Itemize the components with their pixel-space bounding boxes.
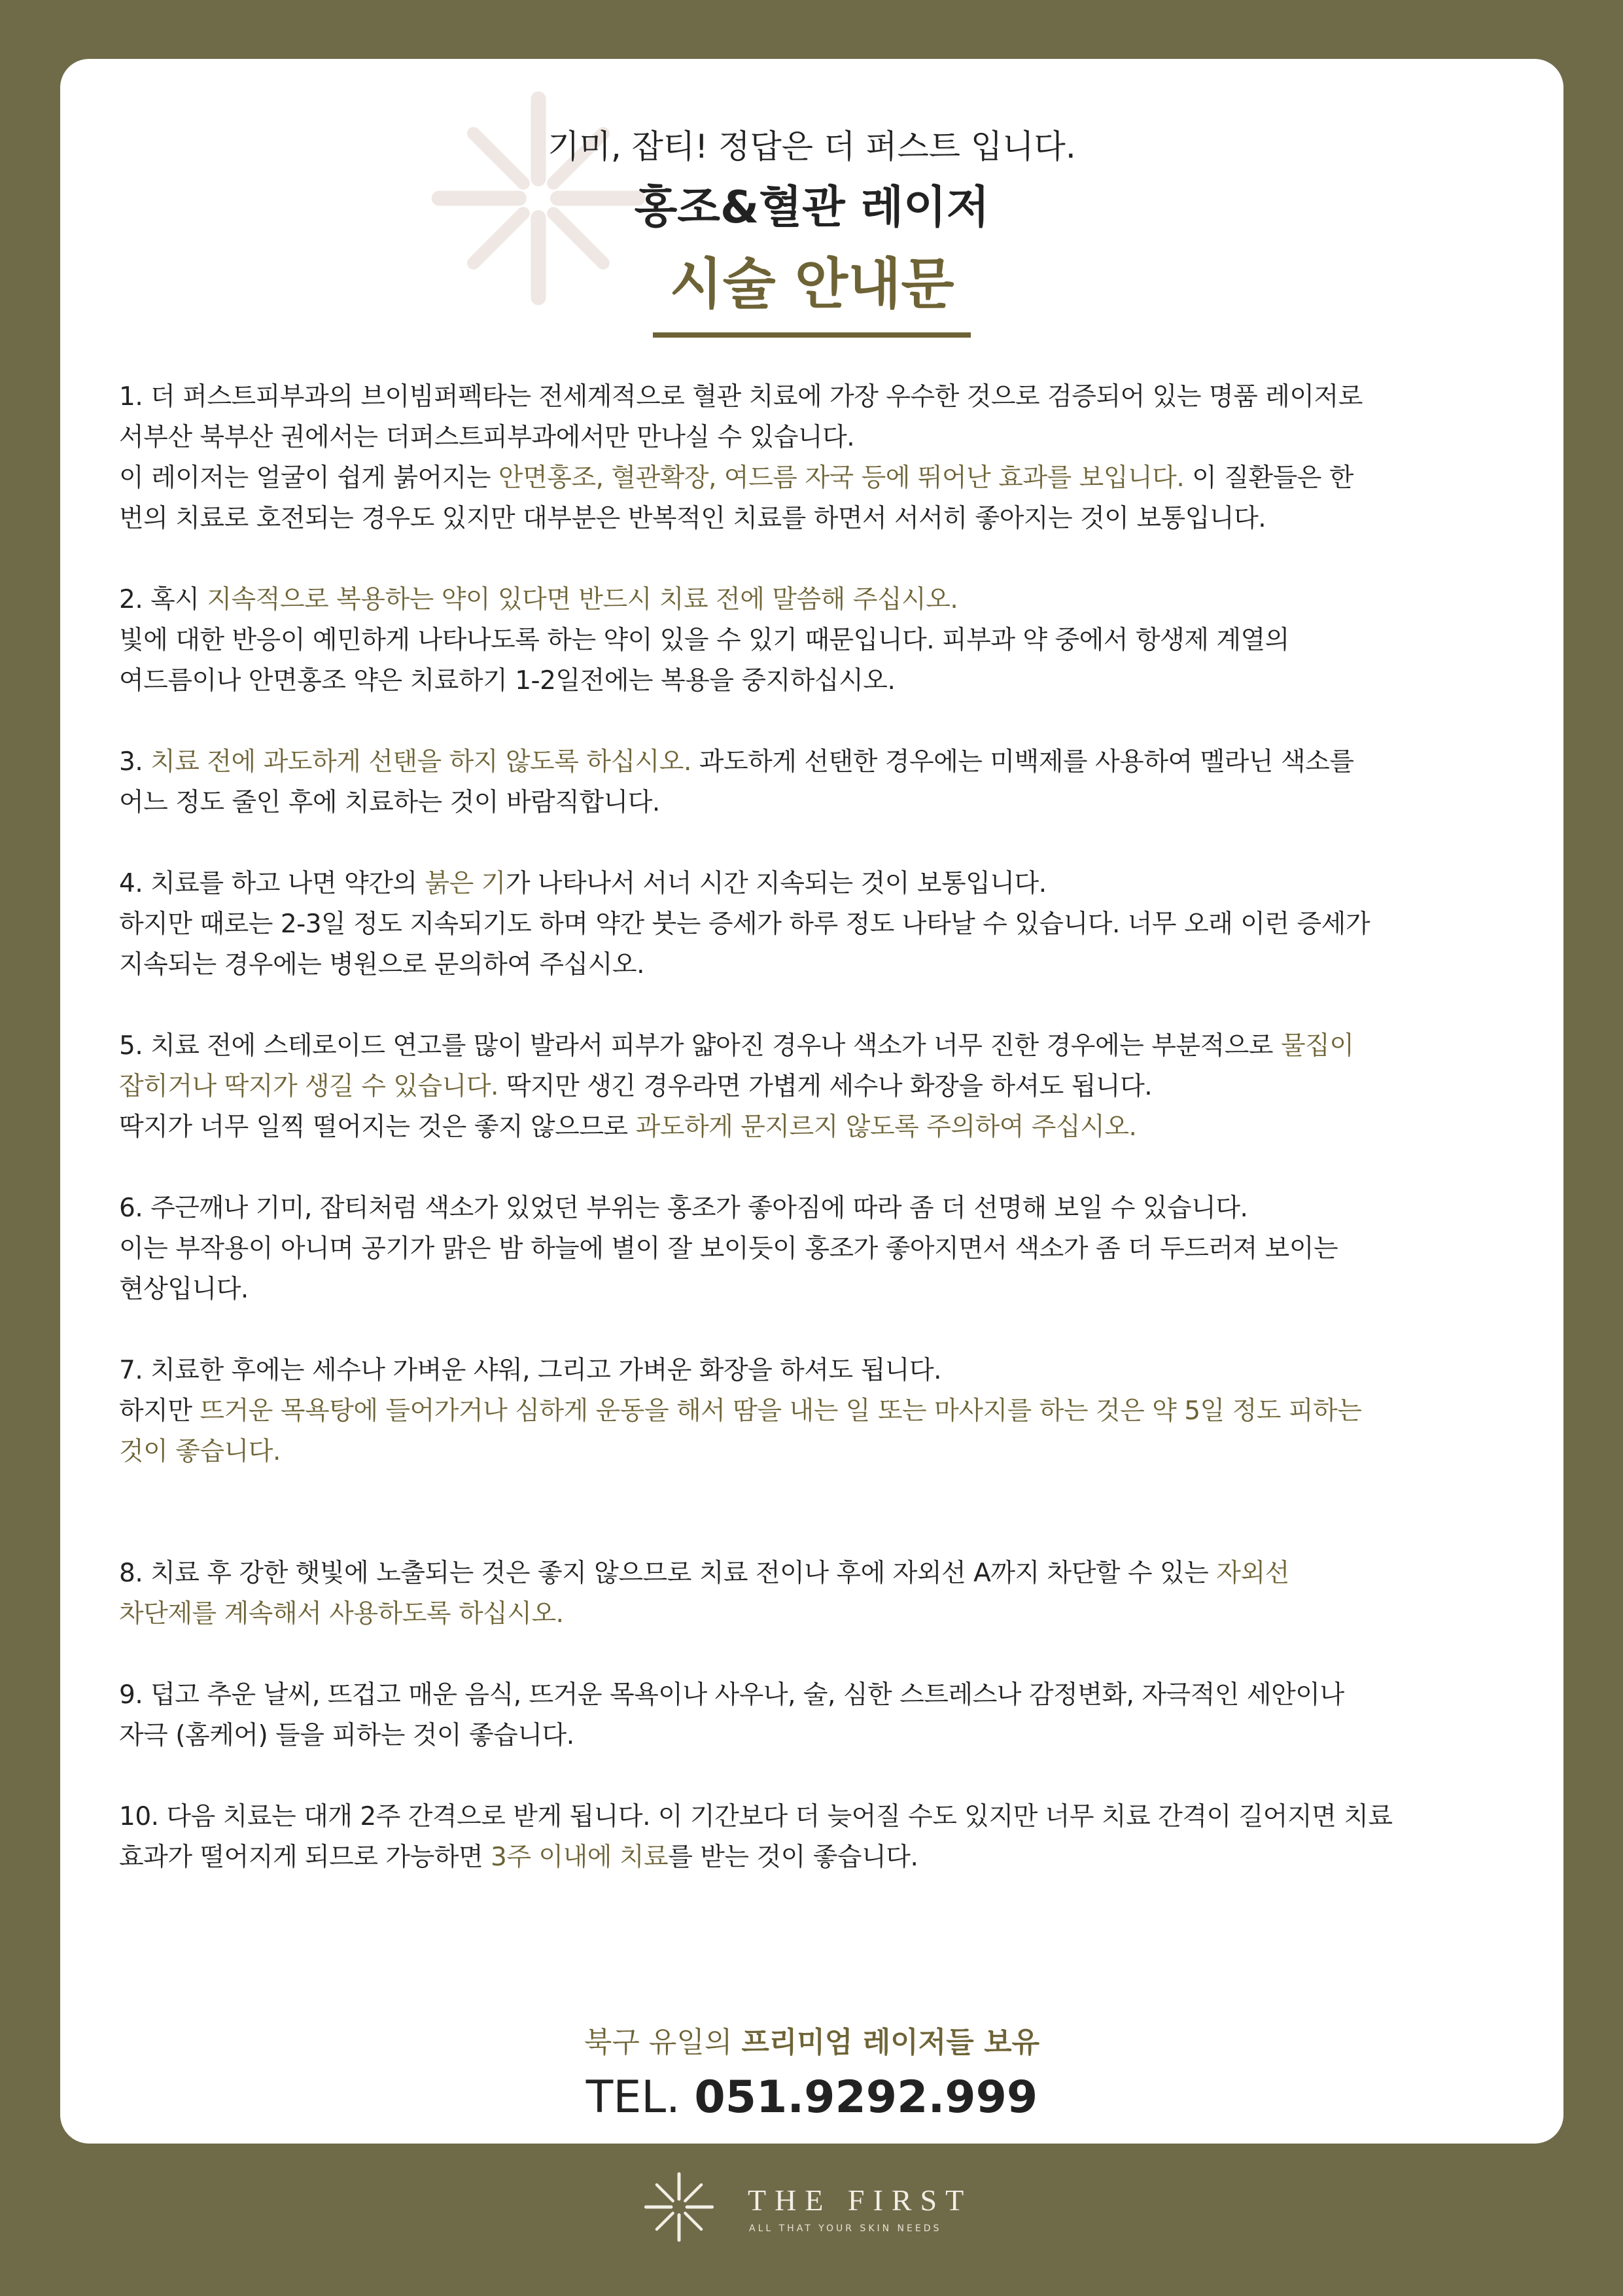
page-title: 홍조&혈관 레이저 (634, 182, 990, 234)
notice-text: 과도하게 선탠한 경우에는 미백제를 사용하여 멜라닌 색소를 어느 정도 줄인 후에 치료하는 것이 바람직합니다. (119, 747, 1354, 817)
notice-highlight: 과도하게 문지르지 않도록 주의하여 주십시오. (635, 1112, 1137, 1142)
notice-highlight: 3주 이내에 치료 (491, 1843, 669, 1872)
notice-item-9 (119, 1675, 1519, 1756)
notice-item-8 (119, 1553, 1519, 1634)
notice-text: 6. 주근깨나 기미, 잡티처럼 색소가 있었던 부위는 홍조가 좋아짐에 따라 좀 더 선명해 보일 수 있습니다. 이는 부작용이 아니며 공기가 맑은 밤 하늘에 별이 잘 보이듯이 홍조가 좋아지면서 색소가 좀 더 두드러져 보이는 현상입니다. (119, 1193, 1338, 1304)
tel-label: TEL. (585, 2072, 695, 2123)
notice-text: 3. (119, 747, 151, 777)
tagline-emphasis: 프리미엄 레이저들 보유 (741, 2026, 1040, 2059)
phone-number (60, 2066, 1563, 2129)
notice-text: 를 받는 것이 좋습니다. (668, 1843, 918, 1872)
notice-text: 이 질환들은 한 번의 치료로 호전되는 경우도 있지만 대부분은 반복적인 치료를 하면서 서서히 좋아지는 것이 보통입니다. (119, 463, 1353, 533)
page-header (60, 124, 1563, 338)
notice-highlight: 지속적으로 복용하는 약이 있다면 반드시 치료 전에 말씀해 주십시오. (207, 585, 958, 614)
notice-text: 10. 다음 치료는 대개 2주 간격으로 받게 됩니다. 이 기간보다 더 늦어질 수도 있지만 너무 치료 간격이 길어지면 치료 효과가 떨어지게 되므로 가능하면 (119, 1802, 1393, 1872)
title-underline (653, 332, 971, 338)
notice-text: 2. 혹시 (119, 585, 207, 614)
notice-highlight: 치료 전에 과도하게 선탠을 하지 않도록 하십시오. (150, 747, 691, 777)
notice-text: 8. 치료 후 강한 햇빛에 노출되는 것은 좋지 않으므로 치료 전이나 후에 자외선 A까지 차단할 수 있는 (119, 1559, 1217, 1588)
notice-item-4 (119, 864, 1519, 985)
notice-text: 빛에 대한 반응이 예민하게 나타나도록 하는 약이 있을 수 있기 때문입니다. 피부과 약 중에서 항생제 계열의 여드름이나 안면홍조 약은 치료하기 1-2일전에는 복용을 중지하십시오. (119, 626, 1289, 696)
tagline-prefix: 북구 유일의 (584, 2026, 742, 2059)
notice-highlight: 붉은 기 (425, 869, 506, 898)
notice-item-10 (119, 1797, 1519, 1878)
notice-highlight: 안면홍조, 혈관확장, 여드름 자국 등에 뛰어난 효과를 보입니다. (498, 463, 1185, 493)
notice-highlight: 뜨거운 목욕탕에 들어가거나 심하게 운동을 해서 땀을 내는 일 또는 마사지를 하는 것은 약 5일 정도 피하는 것이 좋습니다. (119, 1396, 1362, 1466)
burst-logo-icon (643, 2171, 715, 2243)
notice-item-3 (119, 742, 1519, 823)
notice-text: 9. 덥고 추운 날씨, 뜨겁고 매운 음식, 뜨거운 목욕이나 사우나, 술, 심한 스트레스나 감정변화, 자극적인 세안이나 자극 (홈케어) 들을 피하는 것이 좋습니다. (119, 1680, 1344, 1750)
notice-text: 5. 치료 전에 스테로이드 연고를 많이 발라서 피부가 얇아진 경우나 색소가 너무 진한 경우에는 부분적으로 (119, 1031, 1281, 1061)
notice-highlight: 자외선 차단제를 계속해서 사용하도록 하십시오. (119, 1559, 1289, 1629)
notice-item-2 (119, 580, 1519, 701)
page-heading: 시술 안내문 (669, 252, 954, 316)
notice-list (119, 377, 1519, 1878)
notice-highlight: 물집이 잡히거나 딱지가 생길 수 있습니다. (119, 1031, 1354, 1101)
notice-text: 4. 치료를 하고 나면 약간의 (119, 869, 425, 898)
page-subtitle: 기미, 잡티! 정답은 더 퍼스트 입니다. (548, 128, 1076, 166)
brand-tagline: ALL THAT YOUR SKIN NEEDS (749, 2223, 942, 2234)
brand-name: THE FIRST (748, 2183, 973, 2217)
notice-text: 1. 더 퍼스트피부과의 브이빔퍼펙타는 전세계적으로 혈관 치료에 가장 우수한 것으로 검증되어 있는 명품 레이저로 서부산 북부산 권에서는 더퍼스트피부과에서만 만나실 수 있습니다. 이 레이저는 얼굴이 쉽게 붉어지는 (119, 382, 1363, 493)
contact-block (60, 2022, 1563, 2129)
notice-text: 가 나타나서 서너 시간 지속되는 것이 보통입니다. 하지만 때로는 2-3일 정도 지속되기도 하며 약간 붓는 증세가 하루 정도 나타날 수 있습니다. 너무 오래 이런 증세가 지속되는 경우에는 병원으로 문의하여 주십시오. (119, 869, 1370, 980)
notice-item-7 (119, 1351, 1519, 1472)
clinic-tagline (60, 2022, 1563, 2064)
notice-card (60, 59, 1563, 2144)
notice-text: 7. 치료한 후에는 세수나 가벼운 샤워, 그리고 가벼운 화장을 하셔도 됩니다. 하지만 (119, 1356, 942, 1426)
tel-value: 051.9292.999 (694, 2072, 1038, 2123)
notice-item-1 (119, 377, 1519, 539)
notice-item-5 (119, 1026, 1519, 1148)
notice-text: 딱지만 생긴 경우라면 가볍게 세수나 화장을 하셔도 됩니다. 딱지가 너무 일찍 떨어지는 것은 좋지 않으므로 (119, 1072, 1153, 1142)
notice-item-6 (119, 1188, 1519, 1310)
